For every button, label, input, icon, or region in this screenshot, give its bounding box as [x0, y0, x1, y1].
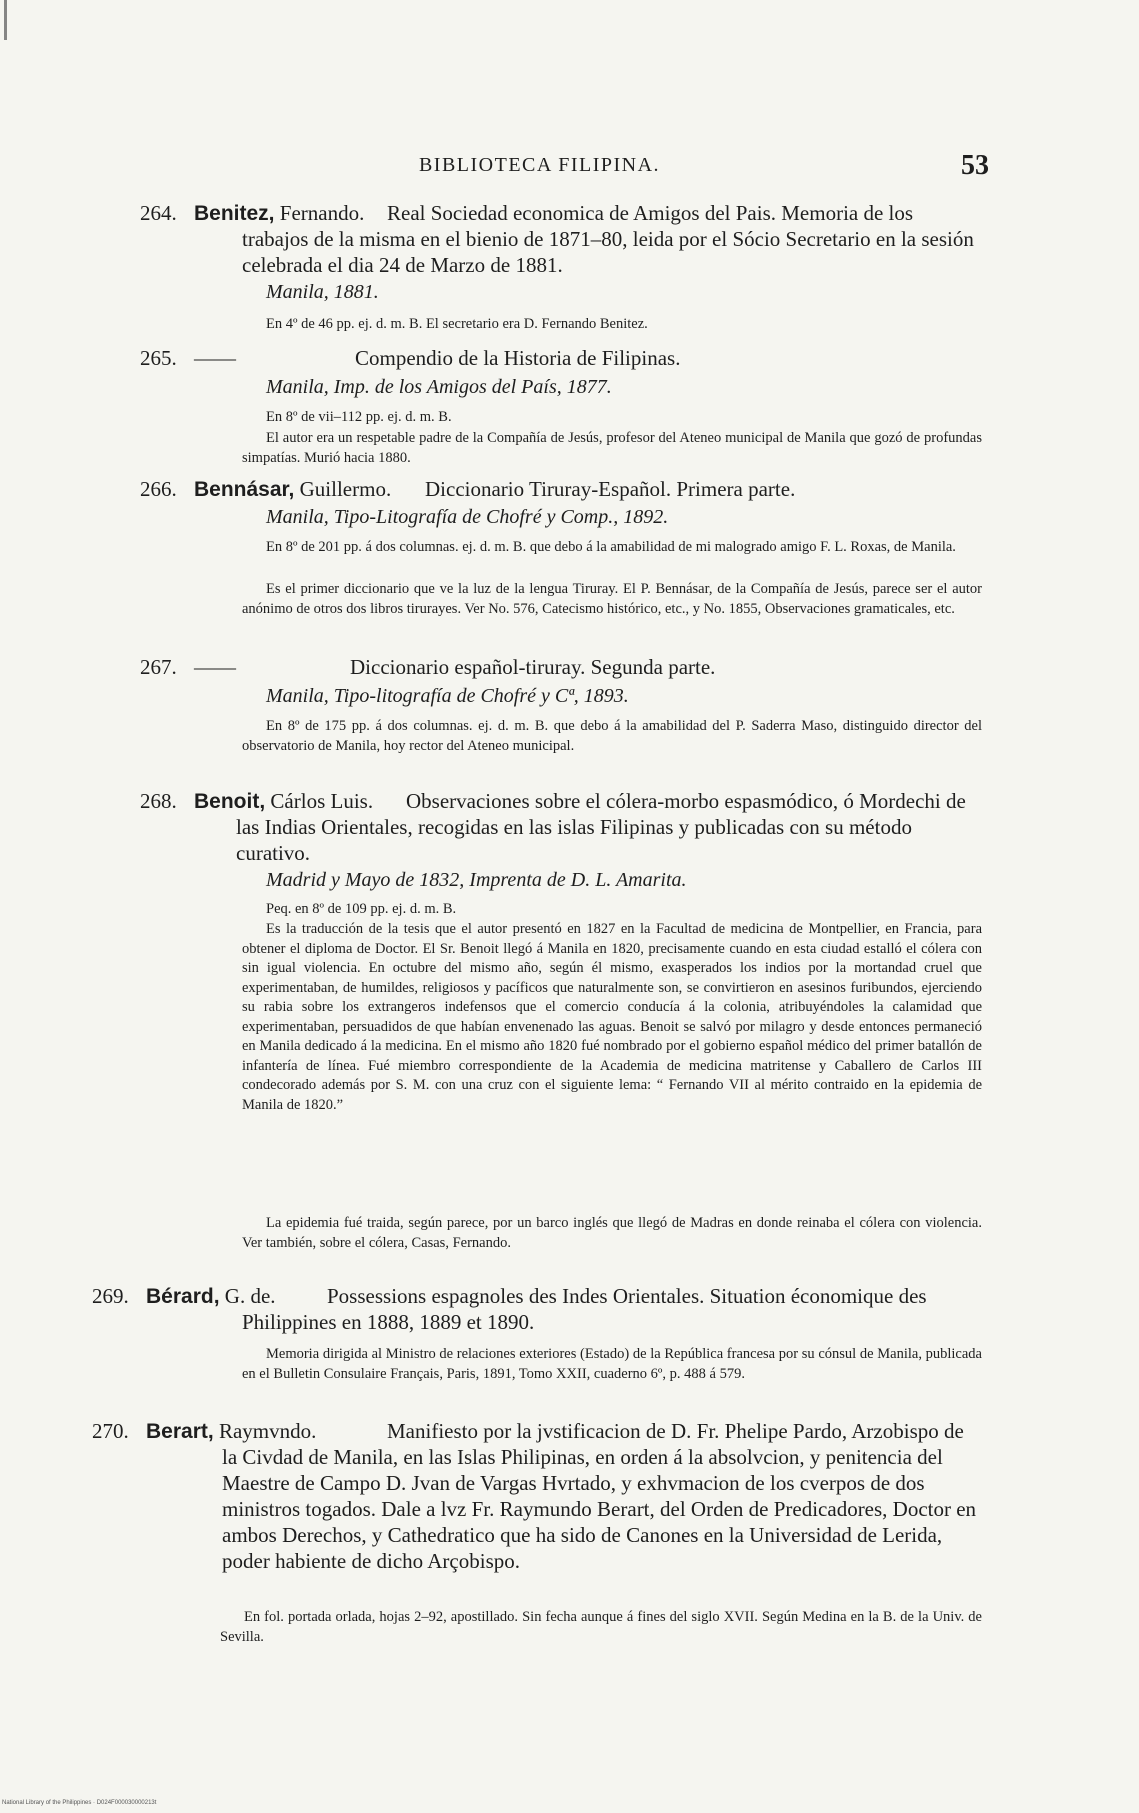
- entry-title: Observaciones sobre el cólera-morbo espasmódico, ó Mordechi de las Indias Orientales, recogidas en las islas Filipinas y publicadas con su método curativo.: [236, 789, 966, 865]
- entry-imprint: Manila, 1881.: [266, 281, 379, 303]
- entry-author-rest: Cárlos Luis.: [270, 789, 374, 813]
- entry-note: En 8º de 175 pp. á dos columnas. ej. d. m. B. que debo á la amabilidad del P. Saderra Maso, distinguido director del observatorio de Manila, hoy rector del Ateneo municipal.: [242, 718, 982, 754]
- page-number: 53: [961, 150, 989, 181]
- entry-heading: [140, 345, 982, 371]
- entry-heading: [140, 654, 982, 680]
- entry-title: Diccionario español-tiruray. Segunda parte.: [350, 655, 716, 679]
- entry-number: 269.: [92, 1284, 129, 1308]
- scan-footer: National Library of the Philippines · D024F000030000213t: [2, 1800, 157, 1806]
- entry-note: El autor era un respetable padre de la Compañía de Jesús, profesor del Ateneo municipal de Manila que gozó de profundas simpatías. Murió hacia 1880.: [242, 430, 982, 466]
- entry-title: Manifiesto por la jvstificacion de D. Fr. Phelipe Pardo, Arzobispo de la Civdad de Manila, en las Islas Philipinas, en orden á la absolvcion, y penitencia del Maestre de Campo D. Jvan de Vargas Hvrtado, y exhvmacion de los cverpos de dos ministros togados. Dale a lvz Fr. Raymundo Berart, del Orden de Predicadores, Doctor en ambos Derechos, y Cathedratico que ha sido de Canones en la Universidad de Lerida, poder habiente de dicho Arçobispo.: [222, 1419, 977, 1573]
- entry-title: Compendio de la Historia de Filipinas.: [355, 346, 681, 370]
- entry-author: Bérard,: [146, 1285, 220, 1308]
- entry-imprint: Manila, Imp. de los Amigos del País, 1877.: [266, 376, 612, 398]
- entry-note: Memoria dirigida al Ministro de relaciones exteriores (Estado) de la República francesa por su cónsul de Manila, publicada en el Bulletin Consulaire Français, Paris, 1891, Tomo XXII, cuaderno 6º, p. 488 á 579.: [242, 1346, 982, 1382]
- entry-author: Bennásar,: [194, 478, 295, 501]
- entry-heading: [140, 200, 982, 277]
- entry-note: Es la traducción de la tesis que el autor presentó en 1827 en la Facultad de medicina de Montpellier, en Francia, para obtener el diploma de Doctor. El Sr. Benoit llegó á Manila en 1820, precisamente cuando en esta ciudad estalló el cólera con sin igual violencia. En octubre del mismo año, según él mismo, exasperados los indios por la mortandad cruel que experimentaban, de humildes, religiosos y pacíficos que naturalmente son, se convirtieron en asesinos furibundos, ejerciendo su rabia sobre los extrangeros indefensos que el comercio conducía á la colonia, atribuyéndoles la calamidad que experimentaban, persuadidos de que habían envenenado las aguas. Benoit se salvó por milagro y desde entonces permaneció en Manila dedicado á la medicina. En el mismo año 1820 fué nombrado por el gobierno español médico del primer batallón de infantería de línea. Fué miembro correspondiente de la Academia de medicina matritense y Caballero de Carlos III condecorado además por S. M. con una cruz con el siguiente lema: “ Fernando VII al mérito contraido en la epidemia de Manila de 1820.”: [242, 921, 982, 1113]
- entry-author-rest: Fernando.: [279, 201, 365, 225]
- entry-note: En 4º de 46 pp. ej. d. m. B. El secretario era D. Fernando Benitez.: [266, 316, 648, 332]
- entry-title: Diccionario Tiruray-Español. Primera parte.: [425, 477, 796, 501]
- entry-number: 266.: [140, 477, 177, 501]
- entry-note: La epidemia fué traida, según parece, por un barco inglés que llegó de Madras en donde reinaba el cólera con violencia. Ver también, sobre el cólera, Casas, Fernando.: [242, 1215, 982, 1251]
- entry-number: 267.: [140, 655, 177, 679]
- entry-imprint: Manila, Tipo-Litografía de Chofré y Comp., 1892.: [266, 506, 669, 528]
- entry-note: En 8º de 201 pp. á dos columnas. ej. d. m. B. que debo á la amabilidad de mi malogrado amigo F. L. Roxas, de Manila.: [266, 539, 956, 555]
- entry-heading: [140, 476, 982, 503]
- entry-heading: [92, 1418, 982, 1573]
- entry-note: En fol. portada orlada, hojas 2–92, apostillado. Sin fecha aunque á fines del siglo XVII. Según Medina en la B. de la Univ. de Sevilla.: [220, 1609, 982, 1645]
- entry-title: Real Sociedad economica de Amigos del Pais. Memoria de los trabajos de la misma en el bienio de 1871–80, leida por el Sócio Secretario en la sesión celebrada el dia 24 de Marzo de 1881.: [242, 201, 974, 277]
- running-header: [90, 150, 989, 184]
- entry-number: 268.: [140, 789, 177, 813]
- entry-author: Benitez,: [194, 202, 275, 225]
- entry-heading: [140, 788, 982, 865]
- entry-note: En 8º de vii–112 pp. ej. d. m. B.: [266, 409, 452, 425]
- entry-author-rest: Raymvndo.: [218, 1419, 317, 1443]
- entry-author: Berart,: [146, 1420, 214, 1443]
- entry-author-rest: Guillermo.: [299, 477, 392, 501]
- entry-author-rest: ——: [194, 655, 236, 679]
- entry-author-rest: G. de.: [224, 1284, 276, 1308]
- running-title: BIBLIOTECA FILIPINA.: [418, 154, 661, 176]
- scan-edge-mark: [4, 0, 7, 40]
- entry-imprint: Madrid y Mayo de 1832, Imprenta de D. L. Amarita.: [266, 869, 687, 891]
- entry-number: 264.: [140, 201, 177, 225]
- entry-author-rest: ——: [194, 346, 236, 370]
- entry-imprint: Manila, Tipo-litografía de Chofré y Cª, 1893.: [266, 685, 629, 707]
- entry-heading: [92, 1283, 982, 1334]
- entry-note: Peq. en 8º de 109 pp. ej. d. m. B.: [266, 901, 457, 917]
- entry-note: Es el primer diccionario que ve la luz de la lengua Tiruray. El P. Bennásar, de la Compañía de Jesús, parece ser el autor anónimo de otros dos libros tirurayes. Ver No. 576, Catecismo histórico, etc., y No. 1855, Observaciones gramaticales, etc.: [242, 581, 982, 617]
- entry-number: 270.: [92, 1419, 129, 1443]
- entry-number: 265.: [140, 346, 177, 370]
- entry-title: Possessions espagnoles des Indes Orientales. Situation économique des Philippines en 1888, 1889 et 1890.: [242, 1284, 927, 1334]
- entry-author: Benoit,: [194, 790, 266, 813]
